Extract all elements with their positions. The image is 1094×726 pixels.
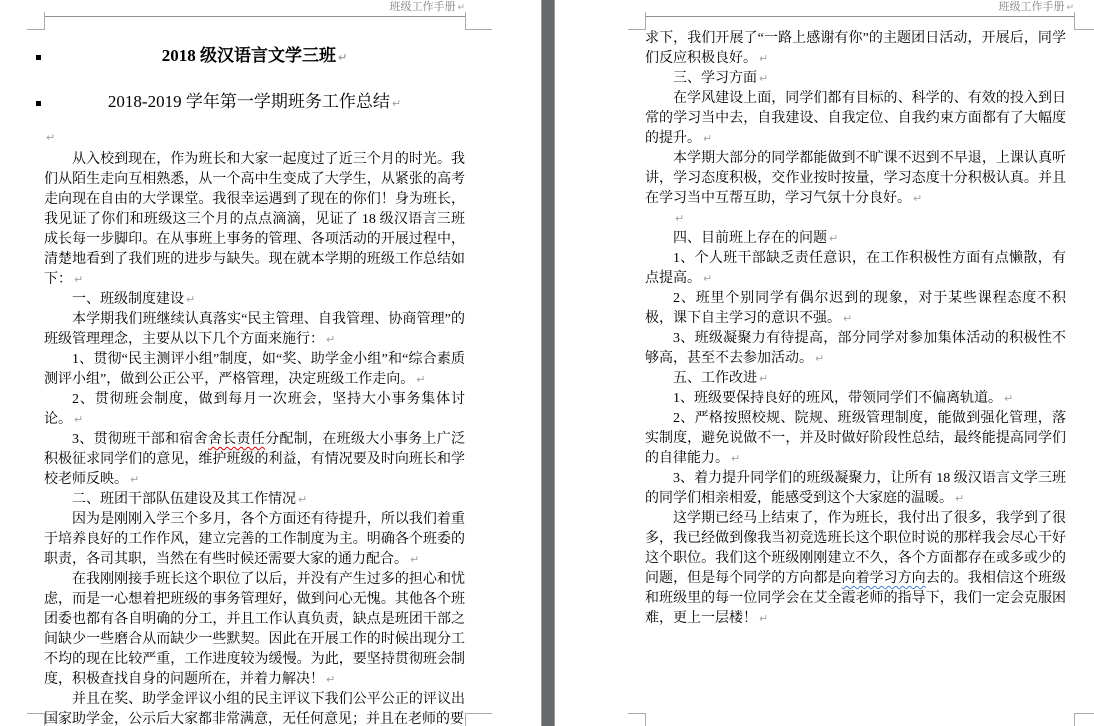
paragraph — [44, 430, 465, 490]
text-boundary-mark-top-left — [628, 12, 646, 30]
paragraph — [645, 89, 1066, 149]
paragraph-mark-icon: ↵ — [391, 97, 402, 110]
text-run: 3、着力提升同学们的班级凝聚力，让所有 18 级汉语言文学三班的同学们相亲相爱，能感受到这个大家庭的温暖。 — [645, 471, 1066, 506]
continued-paragraph — [645, 29, 1066, 69]
paragraph — [645, 329, 1066, 369]
text-boundary-mark-bottom-right — [1074, 713, 1094, 726]
paragraph-mark-icon: ↵ — [759, 72, 769, 85]
paragraph — [645, 289, 1066, 329]
section-heading-4 — [645, 229, 1066, 249]
text-run: 1、班级要保持良好的班风，带领同学们不偏离轨道。 — [673, 391, 1002, 406]
document-title — [44, 34, 465, 80]
paragraph — [44, 570, 465, 690]
page-2-header-text: 班级工作手册 — [998, 1, 1065, 13]
text-run: 3、贯彻班干部和宿舍 — [72, 432, 208, 447]
text-boundary-mark-top-right — [465, 12, 492, 30]
text-run: 2、班里个别同学有偶尔迟到的现象，对于某些课程态度不积极，课下自主学习的意识不强。 — [645, 291, 1066, 326]
paragraph — [645, 149, 1066, 209]
empty-paragraph — [44, 126, 465, 150]
section-heading-3 — [645, 69, 1066, 89]
text-run: 在学风建设上面，同学们都有目标的、科学的、有效的投入到日常的学习当中去，自我建设、自我定位、自我约束方面都有了大幅度的提升。 — [645, 91, 1066, 146]
paragraph — [645, 409, 1066, 469]
paragraph — [44, 510, 465, 570]
paragraph — [44, 350, 465, 390]
paragraph-mark-icon: ↵ — [410, 553, 420, 566]
page-1-header — [44, 0, 465, 17]
text-run: 从入校到现在，作为班长和大家一起度过了近三个月的时光。我们从陌生走向互相熟悉，从一个高中生变成了大学生，从紧张的高考走向现在自由的大学课堂。我很幸运遇到了现在的你们！身为班长，我见证了你们和班级这三个月的点点滴滴，见证了 18 级汉语言三班成长每一步脚印。在从事班上事务的管理、各项活动的开展过程中，清楚地看到了我们班的进步与缺失。现在就本学期的班级工作总结如下： — [44, 152, 465, 287]
text-run: 这学期已经马上结束了，作为班长，我付出了很多，我学到了很多，我已经做到像我当初竞选班长这个职位时说的那样我会尽心干好这个职位。我们这个班级刚刚建立不久，各个方面都存在或多或少的问题，但是每个同学的方向都是 — [645, 511, 1066, 586]
paragraph — [645, 389, 1066, 409]
text-run: 因为是刚刚入学三个多月，各个方面还有待提升，所以我们着重于培养良好的工作作风，建立完善的工作制度为主。明确各个班委的职责，各司其职，当然在有些时候还需要大家的通力配合。 — [44, 512, 465, 567]
page-2[interactable] — [554, 0, 1094, 726]
paragraph-mark-icon: ↵ — [416, 373, 426, 386]
text-boundary-mark-top-right — [1074, 12, 1094, 30]
paragraph-mark-icon: ↵ — [338, 51, 348, 64]
outline-bullet-icon — [36, 55, 41, 60]
paragraph-mark-icon: ↵ — [74, 273, 84, 286]
paragraph — [44, 690, 465, 726]
text-run: 二、班团干部队伍建设及其工作情况 — [72, 492, 296, 507]
intro-paragraph — [44, 150, 465, 290]
page-1-header-text: 班级工作手册 — [389, 1, 456, 13]
text-boundary-mark-bottom-left — [628, 713, 646, 726]
paragraph-mark-icon: ↵ — [1004, 392, 1014, 405]
section-heading-5 — [645, 369, 1066, 389]
text-boundary-mark-bottom-right — [465, 713, 492, 726]
paragraph-mark-icon: ↵ — [74, 413, 84, 426]
outline-bullet-icon — [36, 101, 41, 106]
paragraph-mark-icon: ↵ — [46, 131, 56, 144]
paragraph — [44, 310, 465, 350]
paragraph — [44, 390, 465, 430]
paragraph-mark-icon: ↵ — [759, 612, 769, 625]
text-run: 本学期大部分的同学都能做到不旷课不迟到不早退，上课认真听讲，学习态度积极，交作业按时按量，学习态度十分积极认真。并且在学习当中互帮互助，学习气氛十分良好。 — [645, 151, 1066, 206]
page-1[interactable] — [0, 0, 542, 726]
paragraph-mark-icon: ↵ — [759, 52, 769, 65]
text-run: 三、学习方面 — [673, 71, 757, 86]
document-subtitle — [44, 80, 465, 126]
text-run: 2、贯彻班会制度，做到每月一次班会，坚持大小事务集体讨论。 — [44, 392, 465, 427]
section-heading-1 — [44, 290, 465, 310]
paragraph-mark-icon: ↵ — [326, 673, 336, 686]
paragraph-mark-icon: ↵ — [326, 333, 336, 346]
grammar-error-text: 向着学习方向 — [841, 571, 926, 586]
empty-paragraph — [645, 209, 1066, 229]
text-run: 2、严格按照校规、院规、班级管理制度，能做到强化管理，落实制度，避免说做不一，并及时做好阶段性总结，最终能提高同学们的自律能力。 — [645, 411, 1066, 466]
text-run: 在我刚刚接手班长这个职位了以后，并没有产生过多的担心和忧虑，而是一心想着把班级的事务管理好，做到问心无愧。其他各个班团委也都有各自明确的分工，并且工作认真负责，缺点是班团干部之间缺少一些磨合从而缺少一些默契。因此在开展工作的时候出现分工不均的现在比较严重，工作进度较为缓慢。为此，要坚持贯彻班会制度，积极查找自身的问题所在，并着力解决！ — [44, 572, 465, 687]
text-run: 五、工作改进 — [673, 371, 757, 386]
paragraph-mark-icon: ↵ — [913, 192, 923, 205]
paragraph-mark-icon: ↵ — [843, 312, 853, 325]
text-run: 1、个人班干部缺乏责任意识，在工作积极性方面有点懒散，有点提高。 — [645, 251, 1066, 286]
paragraph-mark-icon: ↵ — [955, 492, 965, 505]
text-run: 3、班级凝聚力有待提高，部分同学对参加集体活动的积极性不够高，甚至不去参加活动。 — [645, 331, 1066, 366]
paragraph-mark-icon: ↵ — [186, 293, 196, 306]
text-run: 2018-2019 学年第一学期班务工作总结 — [107, 92, 390, 111]
text-run: 分配制，在班级大小事务上广泛积极征求同学们的意见，维护班级的利益，有情况要及时向班长和学校老师反映。 — [44, 432, 466, 487]
text-run: 一、班级制度建设 — [72, 292, 184, 307]
text-run: 并且在奖、助学金评议小组的民主评议下我们公平公正的评议出国家助学金，公示后大家都非常满意，无任何意见；并且在老师的要 — [44, 692, 465, 726]
page-2-body — [645, 29, 1066, 629]
paragraph-mark-icon: ↵ — [703, 272, 713, 285]
text-run: 1、贯彻“民主测评小组”制度，如“奖、助学金小组”和“综合素质测评小组”，做到公正公平，严格管理，决定班级工作走向。 — [44, 352, 465, 387]
paragraph-mark-icon: ↵ — [457, 3, 465, 13]
text-run: 去的。我相信这个班级和班级里的每一位同学会在艾全霞老师的指导下，我们一定会克服困难，更上一层楼！ — [645, 571, 1067, 626]
paragraph — [645, 469, 1066, 509]
text-run: 2018 级汉语言文学三班 — [161, 46, 337, 65]
text-run: 四、目前班上存在的问题 — [673, 231, 827, 246]
paragraph-mark-icon: ↵ — [815, 352, 825, 365]
section-heading-2 — [44, 490, 465, 510]
text-boundary-mark-top-left — [27, 12, 45, 30]
text-run: 本学期我们班继续认真落实“民主管理、自我管理、协商管理”的班级管理理念，主要从以下几个方面来施行： — [44, 312, 465, 347]
paragraph-mark-icon: ↵ — [731, 452, 741, 465]
paragraph — [645, 249, 1066, 289]
text-run: 求下，我们开展了“一路上感谢有你”的主题团日活动，开展后，同学们反应积极良好。 — [645, 31, 1066, 66]
paragraph-mark-icon: ↵ — [829, 232, 839, 245]
paragraph-mark-icon: ↵ — [298, 493, 308, 506]
text-boundary-mark-bottom-left — [27, 713, 45, 726]
page-2-header — [645, 0, 1074, 17]
paragraph-mark-icon: ↵ — [130, 473, 140, 486]
paragraph-mark-icon: ↵ — [1066, 3, 1074, 13]
closing-paragraph — [645, 509, 1066, 629]
spell-error-text: 舍长责任 — [207, 432, 266, 447]
paragraph-mark-icon: ↵ — [703, 132, 713, 145]
page-1-body — [44, 29, 465, 726]
paragraph-mark-icon: ↵ — [675, 212, 685, 225]
paragraph-mark-icon: ↵ — [759, 372, 769, 385]
